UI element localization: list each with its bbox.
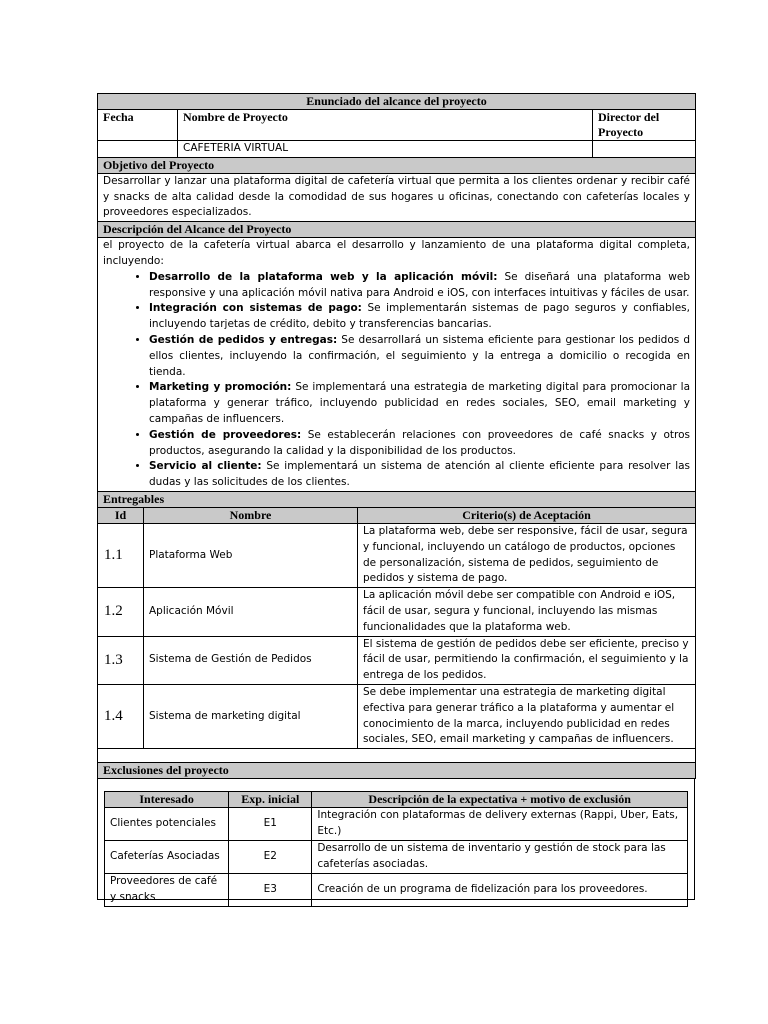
- objetivo-heading: Objetivo del Proyecto: [98, 157, 696, 173]
- table-row: [98, 684, 696, 748]
- entregable-criterio: El sistema de gestión de pedidos debe ser eficiente, preciso y fácil de usar, permitiendo la confirmación, el seguimiento y la entrega de los pedidos.: [358, 636, 696, 684]
- fecha-value: [98, 141, 178, 158]
- nombre-proyecto-label: Nombre de Proyecto: [178, 110, 593, 141]
- alcance-item: [149, 428, 690, 460]
- entregable-id: 1.2: [98, 588, 144, 636]
- alcance-list: [103, 270, 690, 491]
- alcance-item: [149, 301, 690, 333]
- table-row: [105, 841, 688, 874]
- entregables-heading: Entregables: [98, 491, 696, 507]
- director-label: Director del Proyecto: [593, 110, 696, 141]
- alcance-body-row: [98, 238, 696, 492]
- alcance-item: [149, 270, 690, 302]
- col-id-header: Id: [98, 507, 144, 523]
- alcance-item: [149, 380, 690, 427]
- table-row: [98, 588, 696, 636]
- alcance-heading-row: [98, 222, 696, 238]
- entregable-nombre: Plataforma Web: [144, 523, 358, 587]
- exclusion-exp: E3: [229, 874, 312, 907]
- nombre-proyecto-value: CAFETERIA VIRTUAL: [178, 141, 593, 158]
- entregables-spacer-row: [98, 749, 696, 763]
- exclusion-desc: Desarrollo de un sistema de inventario y gestión de stock para las cafeterías asociadas.: [312, 841, 688, 874]
- scope-table: [97, 93, 696, 492]
- col-exp-header: Exp. inicial: [229, 792, 312, 808]
- entregable-criterio: Se debe implementar una estrategia de marketing digital efectiva para generar tráfico a la plataforma y aumentar el conocimiento de la marca, incluyendo publicidad en redes sociales, SEO, email marketing y campañas de influencers.: [358, 684, 696, 748]
- col-criterio-header: Criterio(s) de Aceptación: [358, 507, 696, 523]
- alcance-body: [98, 238, 696, 492]
- alcance-item-text: Se implementará una estrategia de marketing digital para promocionar la plataforma y generar tráfico, incluyendo publicidad en redes sociales, SEO, email marketing y campañas de influencers.: [149, 381, 691, 425]
- alcance-intro: el proyecto de la cafetería virtual abarca el desarrollo y lanzamiento de una plataforma digital completa, incluyendo:: [103, 239, 691, 267]
- fecha-label: Fecha: [98, 110, 178, 141]
- exclusion-desc: Creación de un programa de fidelización para los proveedores.: [312, 874, 688, 907]
- alcance-item-text: Se establecerán relaciones con proveedores de café snacks y otros productos, asegurando la calidad y la disponibilidad de los productos.: [149, 428, 691, 457]
- alcance-item-label: Desarrollo de la plataforma web y la aplicación móvil:: [149, 270, 498, 283]
- entregables-columns-row: [98, 507, 696, 523]
- objetivo-heading-row: [98, 157, 696, 173]
- entregable-id: 1.3: [98, 636, 144, 684]
- document-title: Enunciado del alcance del proyecto: [98, 94, 696, 110]
- table-row: [105, 808, 688, 841]
- objetivo-text: Desarrollar y lanzar una plataforma digital de cafetería virtual que permita a los clientes ordenar y recibir café y snacks de alta calidad desde la comodidad de sus hogares u oficinas, conectando con cafeterías locales y proveedores especializados.: [98, 173, 696, 221]
- objetivo-text-row: [98, 173, 696, 221]
- entregable-criterio: La plataforma web, debe ser responsive, fácil de usar, segura y funcional, incluyendo un catálogo de productos, opciones de personalización, sistema de pedidos, seguimiento de pedidos y sistema de pago.: [358, 523, 696, 587]
- exclusiones-table: [104, 791, 688, 907]
- entregable-nombre: Sistema de marketing digital: [144, 684, 358, 748]
- entregables-table: [97, 491, 696, 779]
- exclusion-interesado: Cafeterías Asociadas: [105, 841, 229, 874]
- exclusion-exp: E1: [229, 808, 312, 841]
- exclusion-interesado: Proveedores de café y snacks: [105, 874, 229, 907]
- entregable-id: 1.4: [98, 684, 144, 748]
- table-row: [105, 874, 688, 907]
- alcance-heading: Descripción del Alcance del Proyecto: [98, 222, 696, 238]
- alcance-item-text: Se implementarán sistemas de pago seguros y confiables, incluyendo tarjetas de crédito, debito y transferencias bancarias.: [149, 302, 690, 331]
- title-row: [98, 94, 696, 110]
- alcance-item-label: Gestión de proveedores:: [149, 428, 302, 441]
- entregable-nombre: Aplicación Móvil: [144, 588, 358, 636]
- col-nombre-header: Nombre: [144, 507, 358, 523]
- alcance-item-label: Marketing y promoción:: [149, 381, 292, 394]
- scope-document: [97, 93, 695, 904]
- alcance-item-label: Gestión de pedidos y entregas:: [149, 333, 338, 346]
- entregable-nombre: Sistema de Gestión de Pedidos: [144, 636, 358, 684]
- exclusiones-heading: Exclusiones del proyecto: [98, 763, 696, 779]
- spacer-cell: [98, 749, 696, 763]
- exclusiones-columns-row: [105, 792, 688, 808]
- alcance-item-label: Servicio al cliente:: [149, 460, 262, 473]
- header-labels-row: [98, 110, 696, 141]
- header-values-row: [98, 141, 696, 158]
- alcance-item: [149, 459, 690, 491]
- entregable-id: 1.1: [98, 523, 144, 587]
- col-interesado-header: Interesado: [105, 792, 229, 808]
- alcance-item-label: Integración con sistemas de pago:: [149, 302, 362, 315]
- entregable-criterio: La aplicación móvil debe ser compatible con Android e iOS, fácil de usar, segura y funcional, incluyendo las mismas funcionalidades que la plataforma web.: [358, 588, 696, 636]
- alcance-item: [149, 333, 690, 380]
- alcance-item-text: Se implementará un sistema de atención al cliente eficiente para resolver las dudas y las solicitudes de los clientes.: [149, 460, 691, 489]
- exclusiones-heading-row: [98, 763, 696, 779]
- director-value: [593, 141, 696, 158]
- entregables-heading-row: [98, 491, 696, 507]
- exclusion-desc: Integración con plataformas de delivery externas (Rappi, Uber, Eats, Etc.): [312, 808, 688, 841]
- table-row: [98, 636, 696, 684]
- exclusion-interesado: Clientes potenciales: [105, 808, 229, 841]
- alcance-item-text: Se diseñará una plataforma web responsive y una aplicación móvil nativa para Android e iOS, con interfaces intuitivas y fáciles de usar.: [149, 270, 691, 299]
- exclusion-exp: E2: [229, 841, 312, 874]
- col-desc-header: Descripción de la expectativa + motivo de exclusión: [312, 792, 688, 808]
- table-row: [98, 523, 696, 587]
- alcance-item-text: Se desarrollará un sistema eficiente para gestionar los pedidos d ellos clientes, incluyendo la confirmación, el seguimiento y la entrega a domicilio o recogida en tienda.: [149, 333, 691, 378]
- exclusiones-container: [97, 779, 695, 904]
